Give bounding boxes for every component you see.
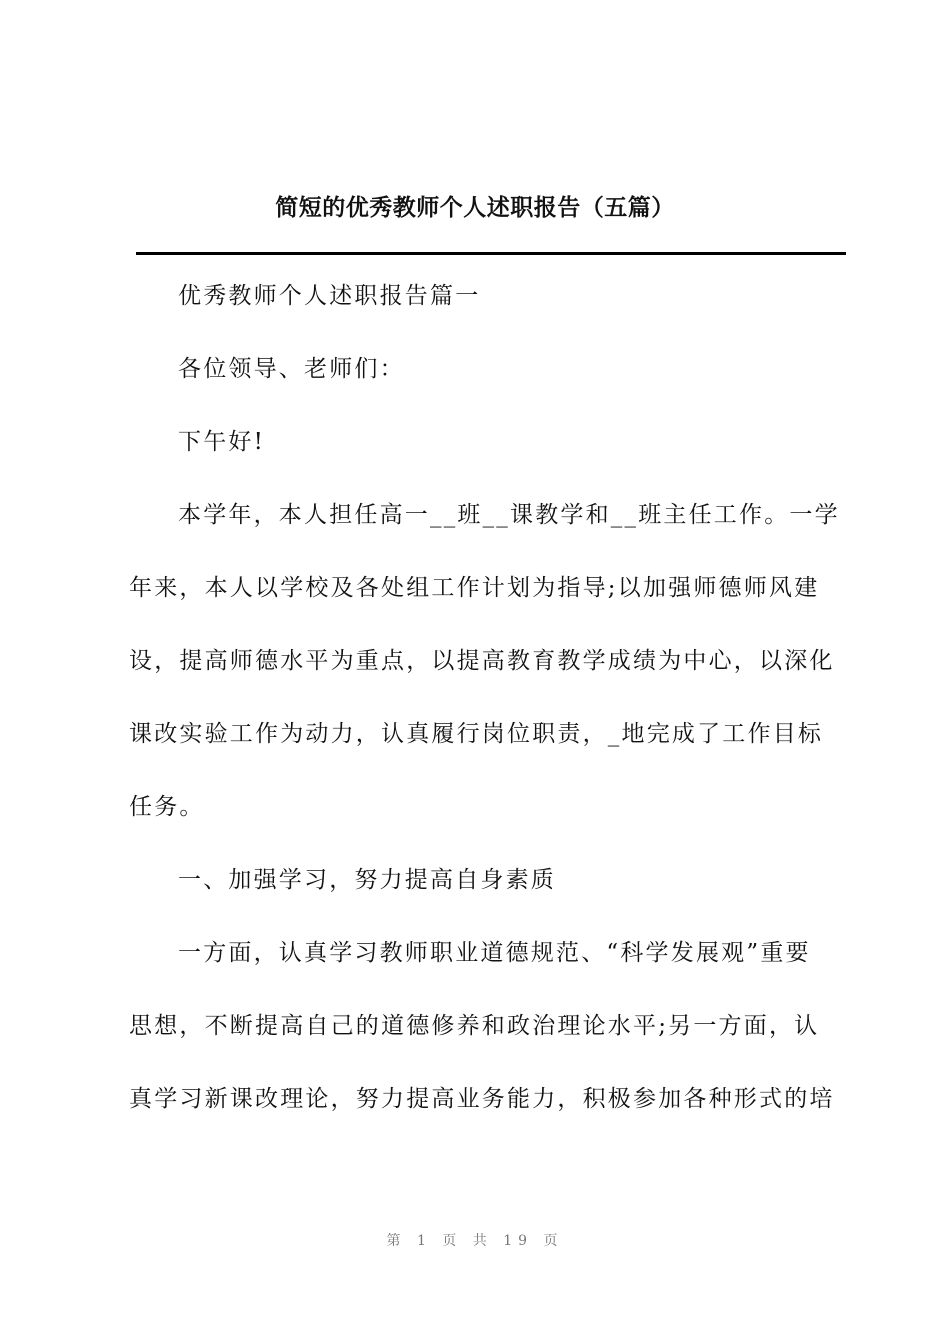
paragraph-study — [129, 935, 845, 1118]
text-line: 年来，本人以学校及各处组工作计划为指导;以加强师德师风建 — [129, 575, 820, 601]
text-line: 一方面，认真学习教师职业道德规范、“科学发展观”重要 — [178, 940, 811, 966]
text-line: 思想，不断提高自己的道德修养和政治理论水平;另一方面，认 — [129, 1013, 820, 1039]
text-line: 下午好! — [178, 429, 266, 455]
greeting — [129, 424, 845, 461]
text-line: 课改实验工作为动力，认真履行岗位职责，_地完成了工作目标 — [129, 721, 824, 747]
text-line: 本学年，本人担任高一__班__课教学和__班主任工作。一学 — [178, 502, 840, 528]
text-line: 一、加强学习，努力提高自身素质 — [178, 867, 556, 893]
text-line: 各位领导、老师们： — [178, 356, 405, 382]
section-heading-1 — [129, 862, 845, 899]
title-divider — [136, 252, 846, 255]
text-line: 真学习新课改理论，努力提高业务能力，积极参加各种形式的培 — [129, 1086, 835, 1112]
text-line: 任务。 — [129, 794, 205, 820]
text-line: 优秀教师个人述职报告篇一 — [178, 283, 481, 309]
page-title: 简短的优秀教师个人述职报告（五篇） — [275, 194, 675, 221]
salutation — [129, 351, 845, 388]
page-number-footer: 第 1 页 共 19 页 — [386, 1233, 564, 1249]
document-body — [129, 278, 845, 1118]
section-heading-part-one — [129, 278, 845, 315]
paragraph-intro — [129, 497, 845, 826]
text-line: 设，提高师德水平为重点，以提高教育教学成绩为中心，以深化 — [129, 648, 835, 674]
